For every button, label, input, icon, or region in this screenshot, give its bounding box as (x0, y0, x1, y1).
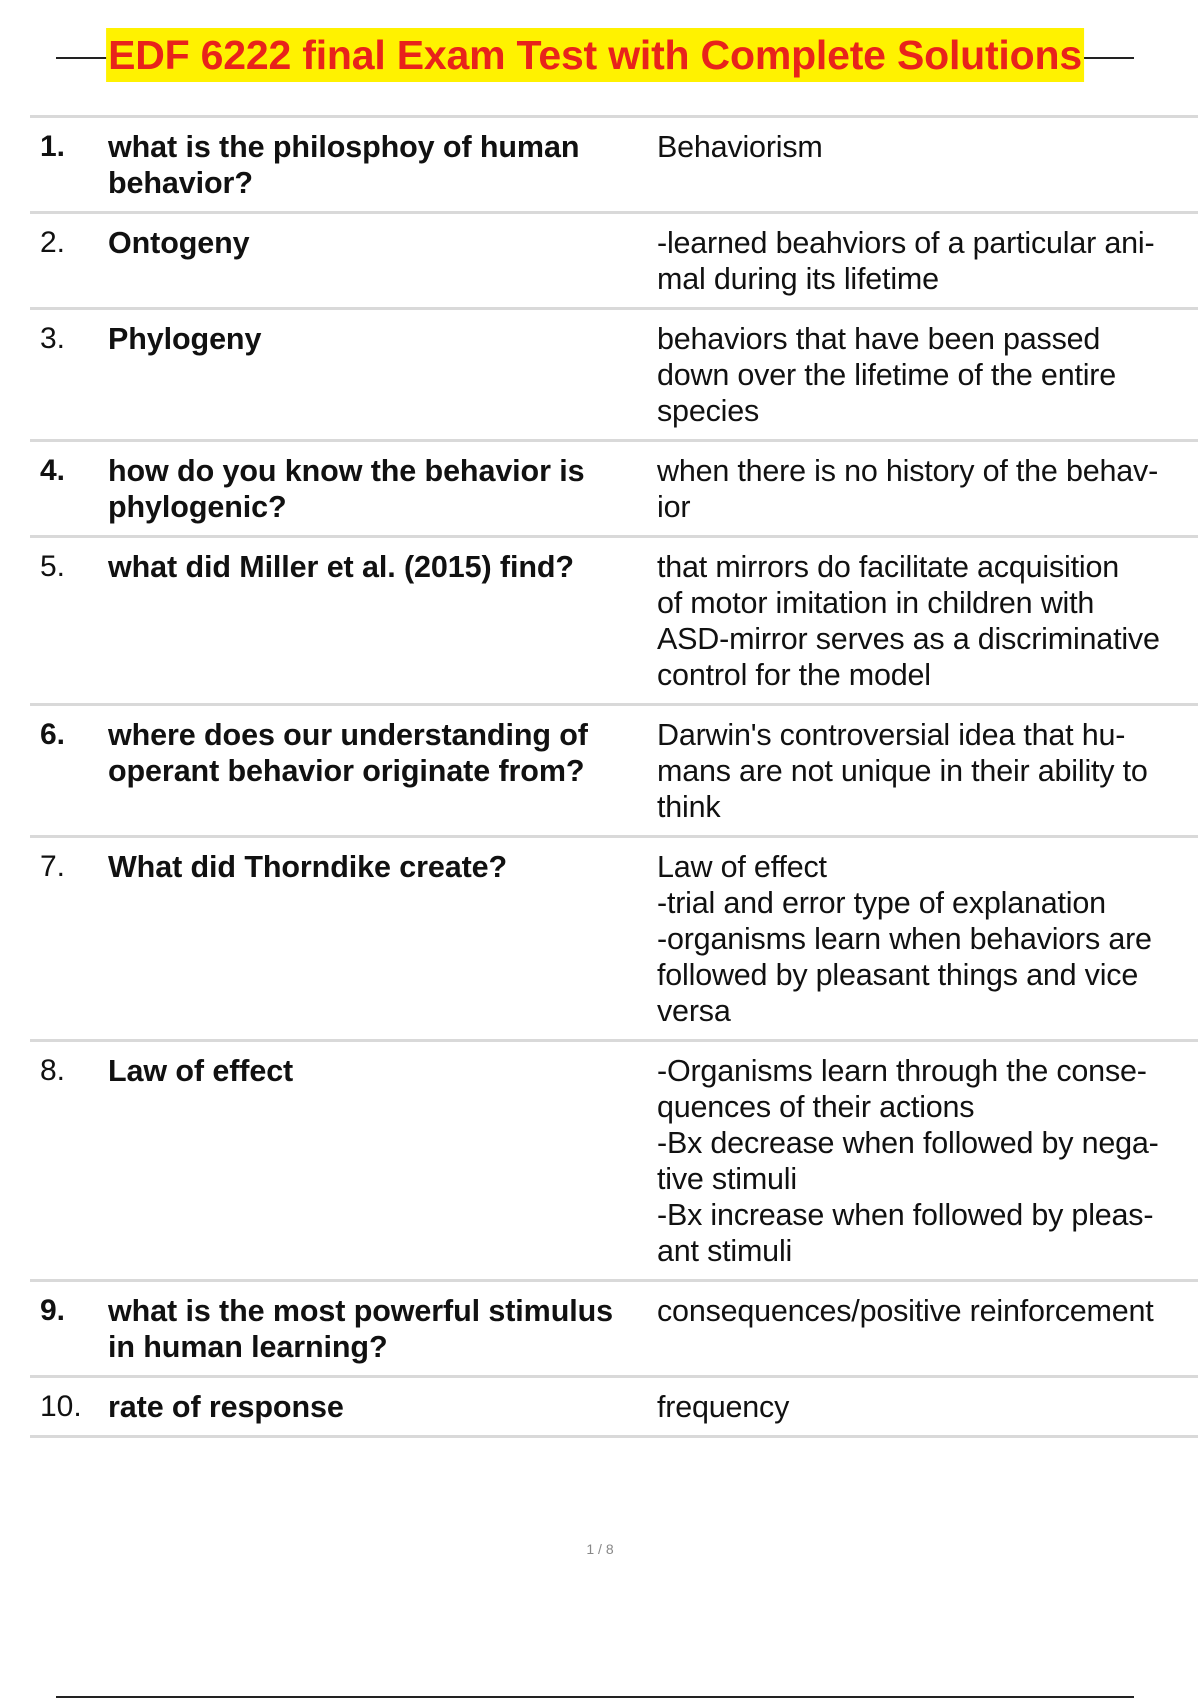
table-row (30, 214, 1198, 310)
answer-line: tive stimuli (657, 1162, 797, 1196)
question-line: What did Thorndike create? (108, 850, 508, 884)
answer-line: Behaviorism (657, 130, 823, 164)
question-text (108, 549, 657, 693)
answer-line: Law of effect (657, 850, 827, 884)
answer-line: ant stimuli (657, 1234, 793, 1268)
question-line: phylogenic? (108, 490, 287, 524)
question-text (108, 1053, 657, 1269)
qa-table (30, 115, 1198, 1438)
bottom-rule (56, 1696, 1134, 1698)
answer-line: ASD-mirror serves as a discriminative (657, 622, 1160, 656)
table-row (30, 310, 1198, 442)
question-text (108, 129, 657, 201)
question-line: what is the most powerful stimulus (108, 1294, 613, 1328)
answer-line: quences of their actions (657, 1090, 975, 1124)
answer-text (657, 1389, 1197, 1425)
question-text (108, 849, 657, 1029)
answer-line: consequences/positive reinforcement (657, 1294, 1154, 1328)
answer-line: think (657, 790, 721, 824)
question-line: behavior? (108, 166, 253, 200)
question-text (108, 717, 657, 825)
question-text (108, 1389, 657, 1425)
answer-line: followed by pleasant things and vice (657, 958, 1139, 992)
answer-line: -Bx increase when followed by pleas- (657, 1198, 1154, 1232)
answer-text (657, 453, 1197, 525)
table-row (30, 1282, 1198, 1378)
answer-line: mal during its lifetime (657, 262, 939, 296)
question-line: where does our understanding of (108, 718, 588, 752)
item-number: 3. (40, 322, 66, 355)
answer-line: frequency (657, 1390, 790, 1424)
question-text (108, 225, 657, 297)
item-number: 5. (40, 550, 66, 583)
item-number: 7. (40, 850, 66, 883)
answer-line: of motor imitation in children with (657, 586, 1095, 620)
item-number: 2. (40, 226, 66, 259)
item-number: 1. (40, 130, 66, 163)
answer-line: species (657, 394, 760, 428)
answer-line: when there is no history of the behav- (657, 454, 1159, 488)
question-line: Ontogeny (108, 226, 250, 260)
item-number: 9. (40, 1294, 66, 1327)
page-indicator: 1 / 8 (586, 1541, 614, 1557)
question-text (108, 453, 657, 525)
answer-line: that mirrors do facilitate acquisition (657, 550, 1119, 584)
answer-line: mans are not unique in their ability to (657, 754, 1148, 788)
table-row (30, 838, 1198, 1042)
title-area (56, 28, 1134, 84)
document-title: EDF 6222 final Exam Test with Complete Solutions (106, 28, 1084, 82)
item-number: 6. (40, 718, 66, 751)
table-row (30, 1378, 1198, 1438)
table-row (30, 1042, 1198, 1282)
question-line: operant behavior originate from? (108, 754, 585, 788)
table-row (30, 442, 1198, 538)
question-line: rate of response (108, 1390, 344, 1424)
answer-line: control for the model (657, 658, 931, 692)
answer-line: ior (657, 490, 691, 524)
answer-line: down over the lifetime of the entire (657, 358, 1117, 392)
answer-line: versa (657, 994, 731, 1028)
question-line: what is the philosphoy of human (108, 130, 580, 164)
table-row (30, 706, 1198, 838)
question-line: Law of effect (108, 1054, 294, 1088)
answer-line: -trial and error type of explanation (657, 886, 1106, 920)
answer-line: Darwin's controversial idea that hu- (657, 718, 1126, 752)
question-line: how do you know the behavior is (108, 454, 585, 488)
answer-text (657, 225, 1197, 297)
question-line: in human learning? (108, 1330, 388, 1364)
answer-text (657, 1293, 1197, 1365)
answer-line: behaviors that have been passed (657, 322, 1101, 356)
question-line: Phylogeny (108, 322, 262, 356)
answer-text (657, 1053, 1197, 1269)
item-number: 4. (40, 454, 66, 487)
answer-line: -Organisms learn through the conse- (657, 1054, 1147, 1088)
answer-text (657, 129, 1197, 201)
question-text (108, 1293, 657, 1365)
answer-text (657, 849, 1197, 1029)
answer-line: -organisms learn when behaviors are (657, 922, 1152, 956)
table-row (30, 538, 1198, 706)
answer-text (657, 717, 1197, 825)
question-line: what did Miller et al. (2015) find? (108, 550, 574, 584)
table-row (30, 118, 1198, 214)
item-number: 8. (40, 1054, 66, 1087)
item-number: 10. (40, 1390, 82, 1423)
answer-line: -learned beahviors of a particular ani- (657, 226, 1155, 260)
answer-text (657, 549, 1197, 693)
answer-line: -Bx decrease when followed by nega- (657, 1126, 1159, 1160)
question-text (108, 321, 657, 429)
answer-text (657, 321, 1197, 429)
